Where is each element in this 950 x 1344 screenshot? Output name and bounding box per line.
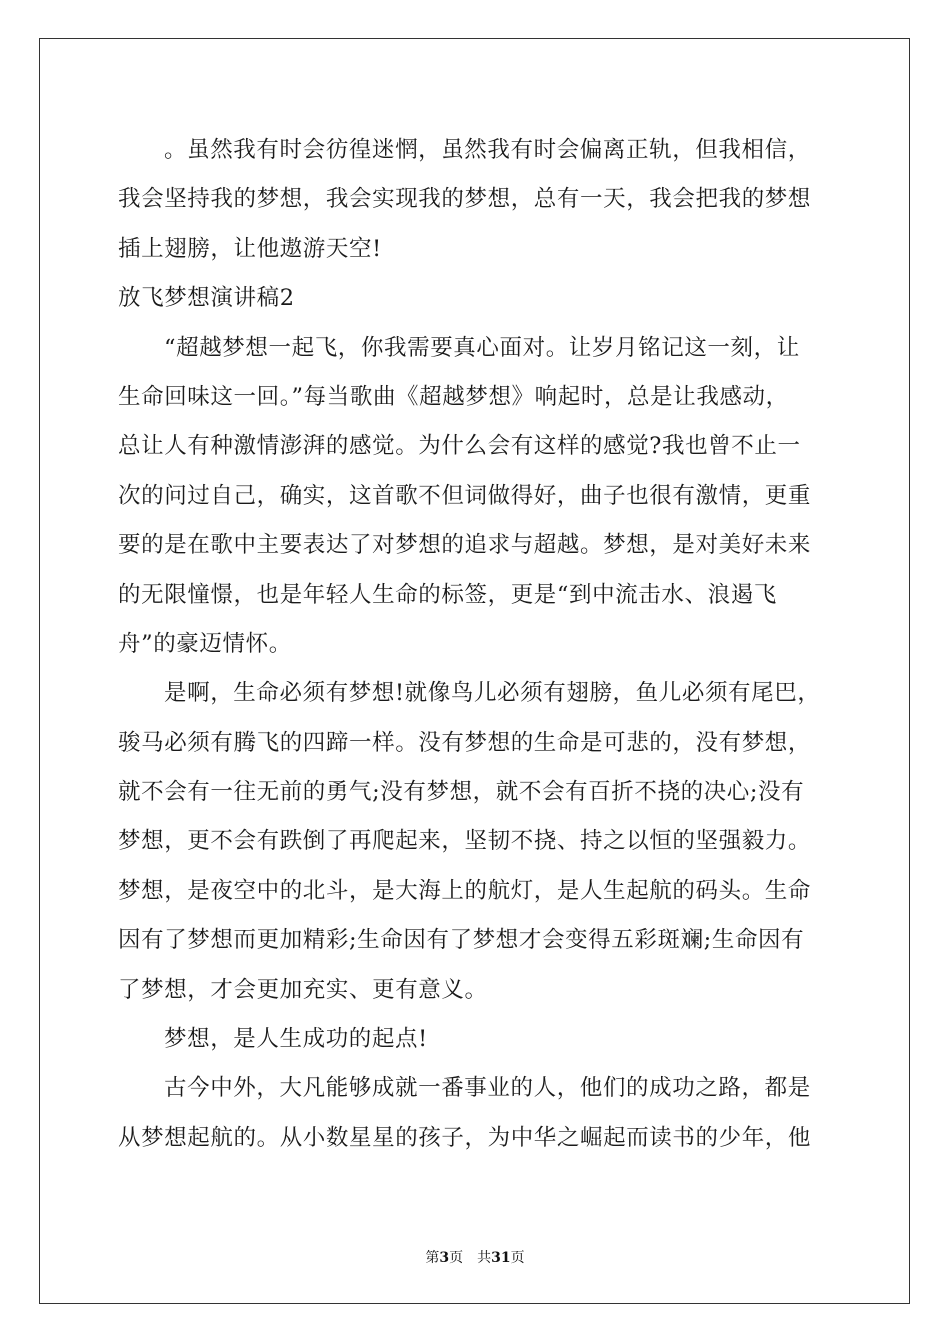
text-line: 因有了梦想而更加精彩;生命因有了梦想才会变得五彩斑斓;生命因有 xyxy=(118,927,805,954)
page-suffix: 页 xyxy=(510,1250,525,1266)
text-line: 梦想，是人生成功的起点! xyxy=(164,1026,428,1053)
text-line: 舟”的豪迈情怀。 xyxy=(118,630,292,657)
text-line: 放飞梦想演讲稿2 xyxy=(118,285,295,312)
text-line: 的无限憧憬，也是年轻人生命的标签，更是“到中流击水、浪遏飞 xyxy=(118,581,777,608)
text-line: “超越梦想一起飞，你我需要真心面对。让岁月铭记这一刻，让 xyxy=(164,334,800,361)
text-line: 要的是在歌中主要表达了对梦想的追求与超越。梦想，是对美好未来 xyxy=(118,532,812,559)
text-line: 插上翅膀，让他遨游天空! xyxy=(118,235,382,262)
text-line: 了梦想，才会更加充实、更有意义。 xyxy=(118,976,488,1003)
page-prefix: 第 xyxy=(425,1250,440,1266)
text-line: 我会坚持我的梦想，我会实现我的梦想，总有一天，我会把我的梦想 xyxy=(118,186,812,213)
text-line: 古今中外，大凡能够成就一番事业的人，他们的成功之路，都是 xyxy=(164,1075,811,1102)
text-line: 。虽然我有时会彷徨迷惘，虽然我有时会偏离正轨，但我相信， xyxy=(164,137,811,163)
current-page-number: 3 xyxy=(439,1250,450,1266)
page-mid-text: 页 共 xyxy=(449,1250,492,1266)
text-line: 总让人有种激情澎湃的感觉。为什么会有这样的感觉?我也曾不止一 xyxy=(118,433,801,460)
text-line: 是啊，生命必须有梦想!就像鸟儿必须有翅膀，鱼儿必须有尾巴， xyxy=(164,680,821,707)
text-line: 从梦想起航的。从小数星星的孩子，为中华之崛起而读书的少年，他 xyxy=(118,1124,812,1151)
text-line: 骏马必须有腾飞的四蹄一样。没有梦想的生命是可悲的，没有梦想， xyxy=(118,729,812,756)
text-line: 次的问过自己，确实，这首歌不但词做得好，曲子也很有激情，更重 xyxy=(118,482,812,509)
text-line: 梦想，是夜空中的北斗，是大海上的航灯，是人生起航的码头。生命 xyxy=(118,877,812,904)
document-body xyxy=(118,126,838,1163)
text-line: 生命回味这一回。”每当歌曲《超越梦想》响起时，总是让我感动， xyxy=(118,383,789,410)
page-footer xyxy=(0,1247,950,1267)
total-pages-number: 31 xyxy=(491,1250,511,1266)
text-line: 梦想，更不会有跌倒了再爬起来，坚韧不挠、持之以恒的坚强毅力。 xyxy=(118,828,812,855)
text-line: 就不会有一往无前的勇气;没有梦想，就不会有百折不挠的决心;没有 xyxy=(118,779,805,806)
